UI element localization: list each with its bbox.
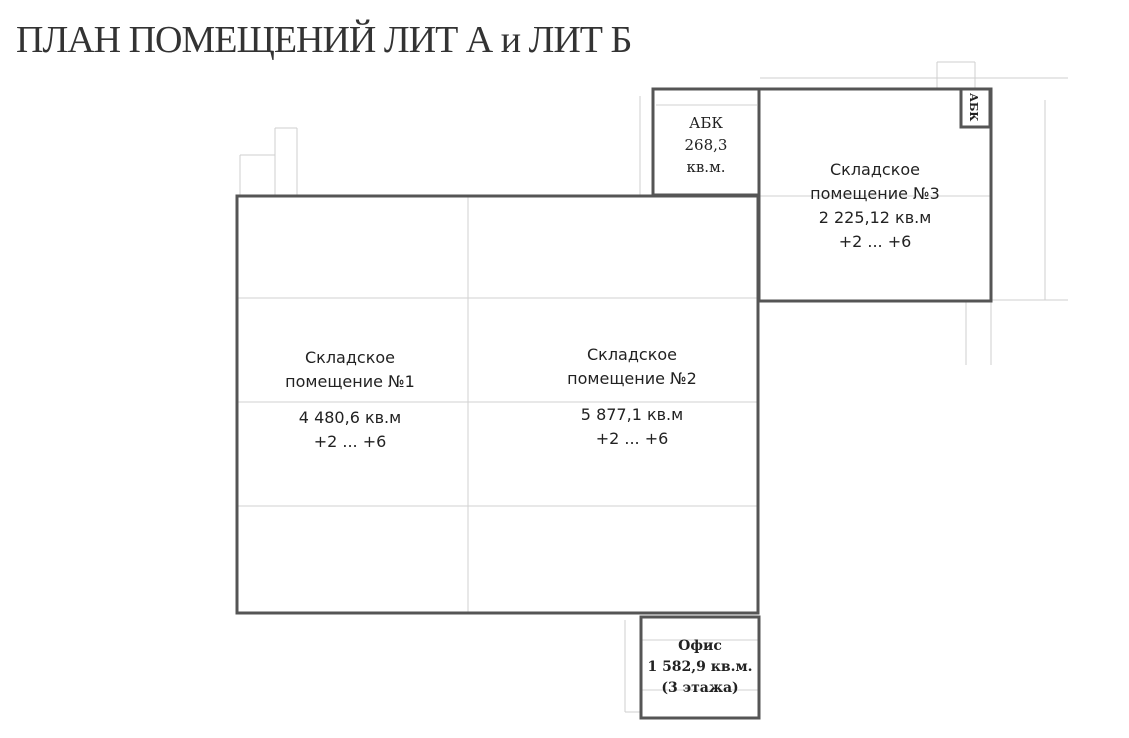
abk-unit: кв.м. bbox=[686, 158, 726, 176]
office-label bbox=[641, 636, 759, 699]
abk-name: АБК bbox=[689, 114, 723, 132]
office-name: Офис bbox=[678, 638, 722, 654]
warehouse2-name2: помещение №2 bbox=[567, 369, 697, 388]
warehouse3-name1: Складское bbox=[829, 160, 921, 179]
warehouse1-label bbox=[265, 346, 435, 454]
plan-title: ПЛАН ПОМЕЩЕНИЙ ЛИТ А и ЛИТ Б bbox=[16, 19, 632, 61]
abk-area: 268,3 bbox=[684, 136, 728, 154]
warehouse2-label bbox=[547, 343, 717, 451]
warehouse2-area: 5 877,1 кв.м bbox=[580, 405, 684, 424]
abk-label bbox=[655, 112, 757, 178]
warehouse3-name2: помещение №3 bbox=[810, 184, 940, 203]
warehouse3-temp: +2 ... +6 bbox=[838, 232, 912, 251]
warehouse3-area: 2 225,12 кв.м bbox=[818, 208, 932, 227]
warehouse2-name1: Складское bbox=[586, 345, 678, 364]
warehouse1-name2: помещение №1 bbox=[285, 372, 415, 391]
warehouse1-temp: +2 ... +6 bbox=[313, 432, 387, 451]
warehouse3-label bbox=[785, 158, 965, 254]
office-floors: (3 этажа) bbox=[661, 680, 739, 696]
office-area: 1 582,9 кв.м. bbox=[647, 659, 753, 675]
warehouse1-name1: Складское bbox=[304, 348, 396, 367]
warehouse1-area: 4 480,6 кв.м bbox=[298, 408, 402, 427]
abk-small-label: АБК bbox=[967, 93, 980, 122]
warehouse2-temp: +2 ... +6 bbox=[595, 429, 669, 448]
